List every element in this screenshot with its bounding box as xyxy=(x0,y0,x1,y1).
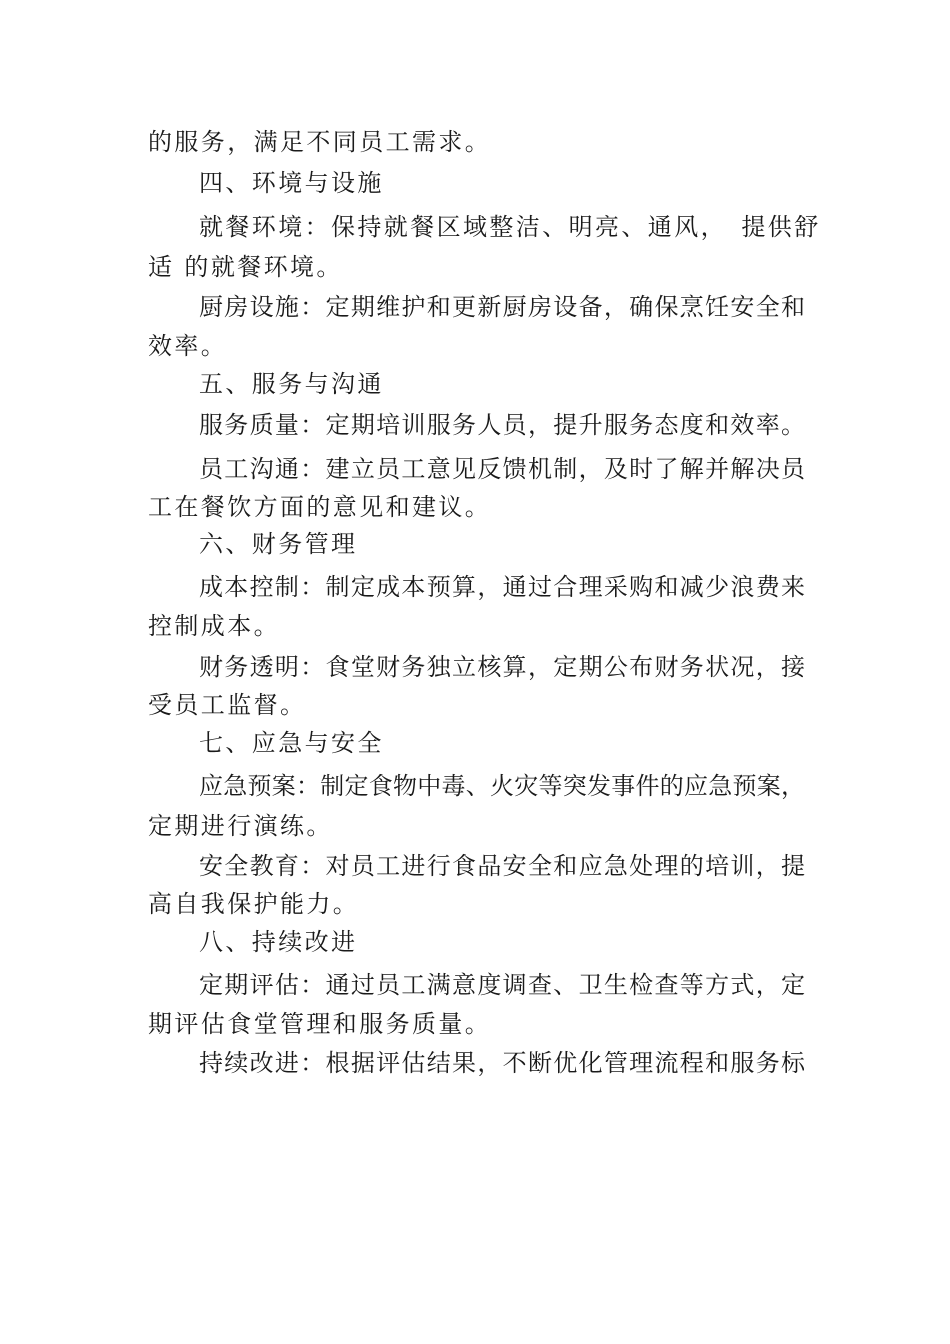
text-line: 适 的就餐环境。 xyxy=(148,253,343,281)
section-heading: 六、财务管理 xyxy=(199,530,358,558)
text-line: 受员工监督。 xyxy=(148,691,307,719)
text-line: 安全教育：对员工进行食品安全和应急处理的培训，提 xyxy=(199,852,805,880)
text-line: 定期进行演练。 xyxy=(148,812,333,840)
text-line: 效率。 xyxy=(148,332,228,360)
section-heading: 四、环境与设施 xyxy=(199,169,384,197)
text-line: 财务透明：食堂财务独立核算，定期公布财务状况，接 xyxy=(199,653,805,681)
text-line: 工在餐饮方面的意见和建议。 xyxy=(148,493,492,521)
text-line: 就餐环境：保持就餐区域整洁、明亮、通风， 提供舒 xyxy=(199,213,821,241)
section-heading: 八、持续改进 xyxy=(199,928,358,956)
text-line: 定期评估：通过员工满意度调查、卫生检查等方式，定 xyxy=(199,971,805,999)
text-line: 期评估食堂管理和服务质量。 xyxy=(148,1010,492,1038)
text-line: 控制成本。 xyxy=(148,612,280,640)
text-line: 服务质量：定期培训服务人员，提升服务态度和效率。 xyxy=(199,411,805,439)
text-line: 的服务，满足不同员工需求。 xyxy=(148,128,492,156)
text-line: 高自我保护能力。 xyxy=(148,890,360,918)
text-line: 员工沟通：建立员工意见反馈机制，及时了解并解决员 xyxy=(199,455,805,483)
text-line: 厨房设施：定期维护和更新厨房设备，确保烹饪安全和 xyxy=(199,293,805,321)
text-line: 成本控制：制定成本预算，通过合理采购和减少浪费来 xyxy=(199,573,805,601)
text-line: 持续改进：根据评估结果，不断优化管理流程和服务标 xyxy=(199,1049,805,1077)
text-line: 应急预案：制定食物中毒、火灾等突发事件的应急预案， xyxy=(199,772,805,800)
section-heading: 七、应急与安全 xyxy=(199,729,384,757)
section-heading: 五、服务与沟通 xyxy=(199,370,384,398)
